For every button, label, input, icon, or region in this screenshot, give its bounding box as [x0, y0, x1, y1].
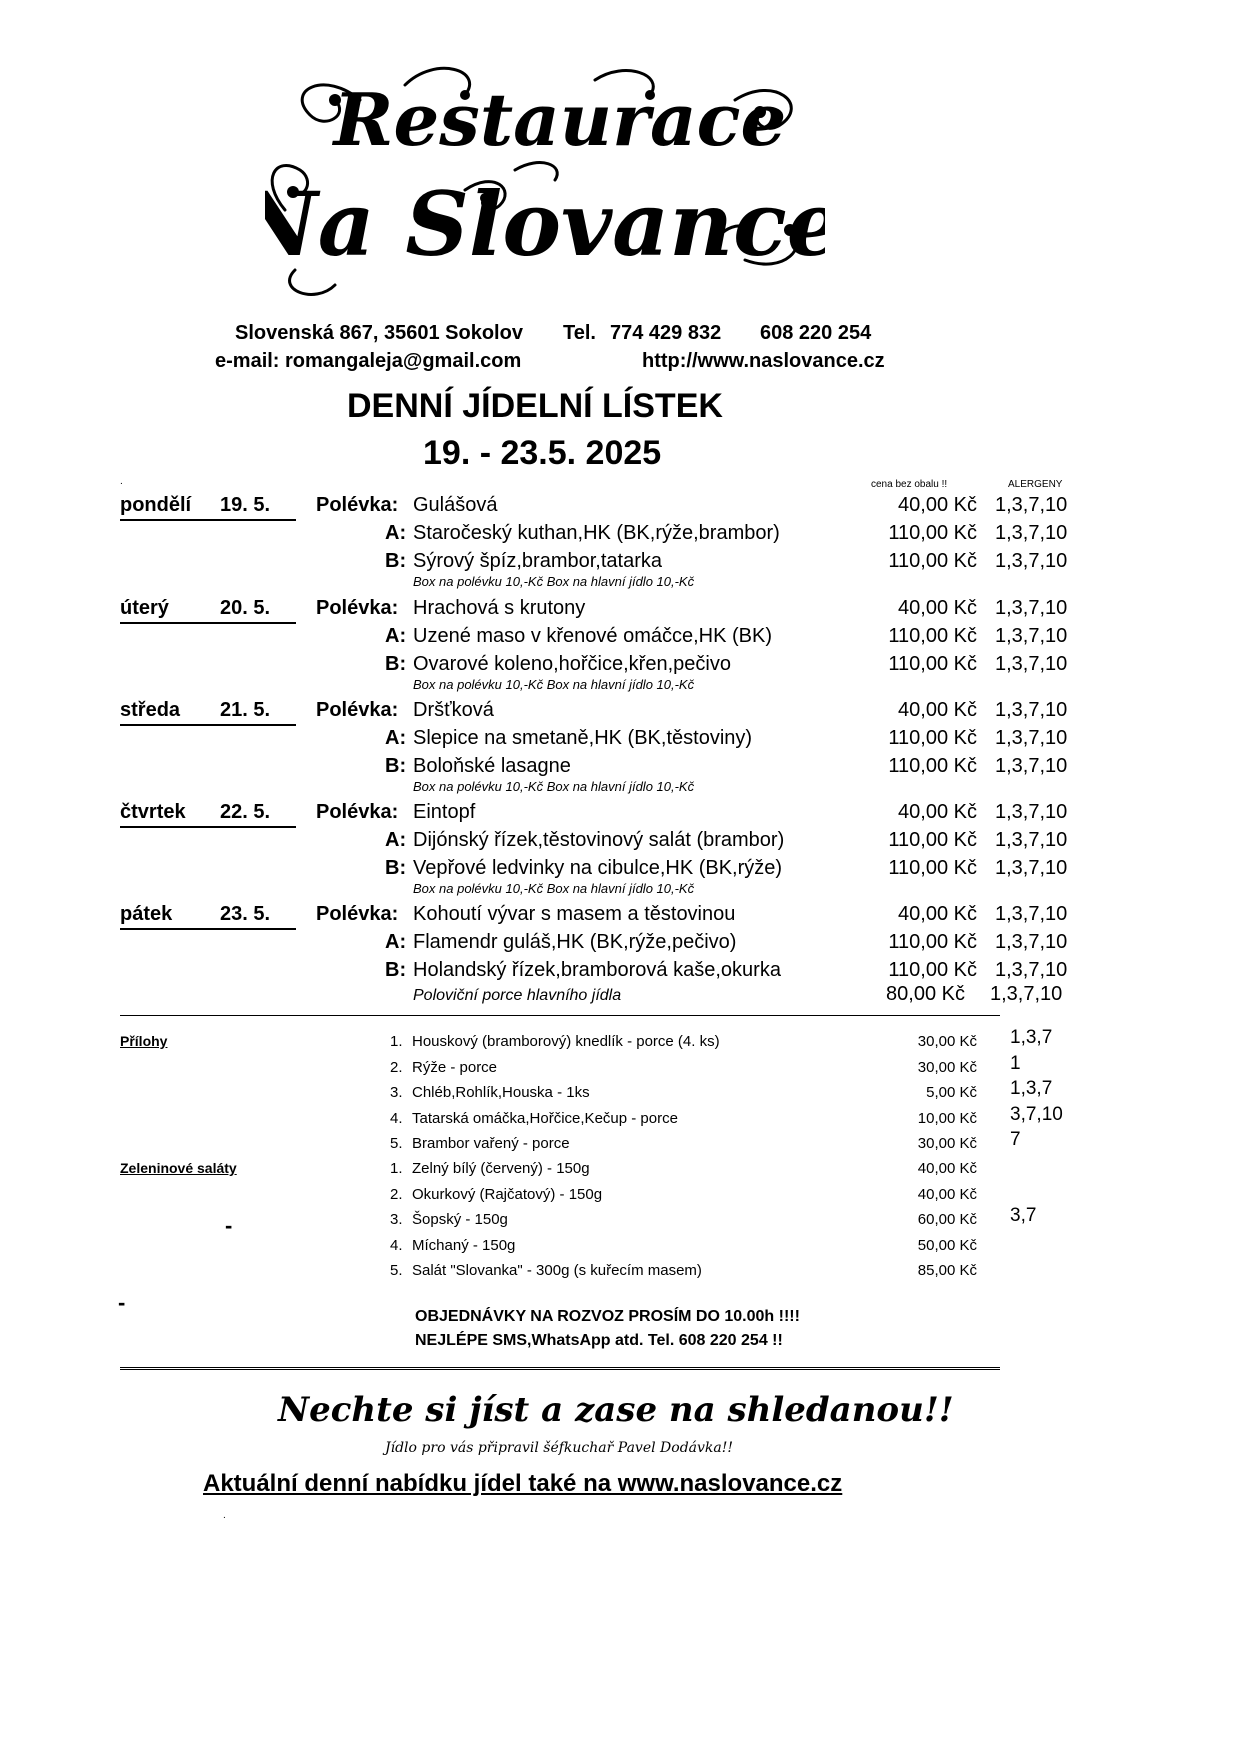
soup-name: Gulášová [413, 494, 498, 516]
box-note: Box na polévku 10,-Kč Box na hlavní jídlo 10,-Kč [413, 574, 695, 589]
day-name: čtvrtek [120, 801, 186, 823]
half-portion-price: 80,00 Kč [886, 983, 965, 1005]
item-allergens: 7 [1010, 1129, 1021, 1150]
meal-b-name: Ovarové koleno,hořčice,křen,pečivo [413, 653, 731, 675]
meal-a-name: Dijónský řízek,těstovinový salát (brambor) [413, 829, 785, 851]
item-name: Houskový (bramborový) knedlík - porce (4. ks) [412, 1033, 720, 1050]
half-portion-name: Poloviční porce hlavního jídla [413, 987, 622, 1004]
double-divider [120, 1367, 1000, 1373]
dash-marker: - [225, 1213, 233, 1238]
b-label: B: [385, 550, 407, 572]
day-underline [120, 724, 296, 726]
day-name: úterý [120, 597, 169, 619]
day-underline [120, 519, 296, 521]
meal-b-name: Sýrový špíz,brambor,tatarka [413, 550, 662, 572]
price: 40,00 Kč [898, 903, 977, 925]
soup-label: Polévka: [316, 699, 399, 721]
page-title: DENNÍ JÍDELNÍ LÍSTEK [347, 387, 723, 425]
meal-b-name: Holandský řízek,bramborová kaše,okurka [413, 959, 781, 981]
allergens-column-header: ALERGENY [1008, 479, 1063, 490]
soup-label: Polévka: [316, 801, 399, 823]
box-note: Box na polévku 10,-Kč Box na hlavní jídlo 10,-Kč [413, 881, 695, 896]
allergens: 1,3,7,10 [995, 931, 1068, 953]
a-label: A: [385, 727, 407, 749]
price: 110,00 Kč [888, 653, 977, 675]
day-underline [120, 622, 296, 624]
soup-name: Dršťková [413, 699, 494, 721]
item-price: 30,00 Kč [917, 1135, 977, 1152]
price: 110,00 Kč [888, 522, 977, 544]
allergens: 1,3,7,10 [995, 829, 1068, 851]
item-price: 30,00 Kč [917, 1058, 977, 1076]
soup-name: Hrachová s krutony [413, 597, 586, 619]
price: 110,00 Kč [888, 931, 977, 953]
allergens: 1,3,7,10 [995, 494, 1068, 516]
price: 40,00 Kč [898, 494, 977, 516]
logo-line1: Restaurace [333, 77, 787, 162]
day-underline [120, 826, 296, 828]
price: 40,00 Kč [898, 699, 977, 721]
meal-a-name: Staročeský kuthan,HK (BK,rýže,brambor) [413, 522, 780, 544]
day-date: 20. 5. [220, 597, 271, 619]
price-column-header: cena bez obalu !! [871, 479, 948, 490]
item-name: Šopský - 150g [412, 1211, 508, 1228]
day-date: 21. 5. [220, 699, 271, 721]
b-label: B: [385, 755, 407, 777]
soup-label: Polévka: [316, 597, 399, 619]
allergens: 1,3,7,10 [995, 727, 1068, 749]
day-underline [120, 928, 296, 930]
allergens: 1,3,7,10 [995, 755, 1068, 777]
item-number: 1. [390, 1160, 403, 1177]
allergens: 1,3,7,10 [995, 550, 1068, 572]
item-name: Salát "Slovanka" - 300g (s kuřecím masem) [412, 1262, 702, 1279]
item-number: 5. [390, 1262, 403, 1279]
item-name: Chléb,Rohlík,Houska - 1ks [412, 1084, 590, 1101]
meal-b-name: Boloňské lasagne [413, 755, 571, 777]
item-number: 5. [390, 1135, 403, 1152]
a-label: A: [385, 829, 407, 851]
website-link[interactable]: http://www.naslovance.cz [642, 350, 885, 372]
divider [120, 1015, 1000, 1016]
item-allergens: 1,3,7 [1010, 1078, 1053, 1099]
price: 110,00 Kč [888, 755, 977, 777]
footer-link[interactable]: Aktuální denní nabídku jídel také na www.naslovance.cz [203, 1470, 843, 1497]
a-label: A: [385, 931, 407, 953]
meal-a-name: Flamendr guláš,HK (BK,rýže,pečivo) [413, 931, 737, 953]
email: e-mail: romangaleja@gmail.com [215, 350, 522, 372]
dot-marker: . [223, 1510, 226, 1521]
price: 110,00 Kč [888, 959, 977, 981]
b-label: B: [385, 653, 407, 675]
logo-line2: Na Slovance [265, 172, 825, 276]
allergens: 1,3,7,10 [995, 903, 1068, 925]
soup-name: Kohoutí vývar s masem a těstovinou [413, 903, 736, 925]
item-price: 5,00 Kč [926, 1084, 977, 1101]
item-name: Rýže - porce [412, 1058, 498, 1076]
item-number: 1. [390, 1033, 403, 1050]
item-price: 30,00 Kč [917, 1033, 977, 1050]
a-label: A: [385, 625, 407, 647]
box-note: Box na polévku 10,-Kč Box na hlavní jídlo 10,-Kč [413, 677, 695, 692]
day-date: 23. 5. [220, 903, 271, 925]
item-number: 4. [390, 1109, 403, 1127]
meal-b-name: Vepřové ledvinky na cibulce,HK (BK,rýže) [413, 857, 783, 879]
item-name: Míchaný - 150g [412, 1236, 516, 1254]
price: 40,00 Kč [898, 801, 977, 823]
tel2: 608 220 254 [760, 322, 872, 344]
b-label: B: [385, 857, 407, 879]
b-label: B: [385, 959, 407, 981]
allergens: 1,3,7,10 [995, 625, 1068, 647]
sides-heading: Přílohy [120, 1033, 168, 1049]
meal-a-name: Uzené maso v křenové omáčce,HK (BK) [413, 625, 773, 647]
soup-name: Eintopf [413, 801, 476, 823]
allergens: 1,3,7,10 [995, 653, 1068, 675]
allergens: 1,3,7,10 [995, 699, 1068, 721]
item-price: 40,00 Kč [917, 1185, 977, 1203]
tel1: 774 429 832 [610, 322, 722, 344]
soup-label: Polévka: [316, 903, 399, 925]
order-contact: NEJLÉPE SMS,WhatsApp atd. Tel. 608 220 254 !! [415, 1332, 783, 1349]
box-note: Box na polévku 10,-Kč Box na hlavní jídlo 10,-Kč [413, 779, 695, 794]
price: 110,00 Kč [888, 727, 977, 749]
address: Slovenská 867, 35601 Sokolov [235, 322, 523, 344]
day-date: 22. 5. [220, 801, 271, 823]
dash-marker: - [118, 1290, 126, 1315]
price: 40,00 Kč [898, 597, 977, 619]
order-notice: OBJEDNÁVKY NA ROZVOZ PROSÍM DO 10.00h !!!! [415, 1308, 800, 1325]
price: 110,00 Kč [888, 625, 977, 647]
item-number: 4. [390, 1236, 403, 1254]
item-allergens: 1 [1010, 1052, 1021, 1074]
allergens: 1,3,7,10 [995, 959, 1068, 981]
allergens: 1,3,7,10 [995, 597, 1068, 619]
item-allergens: 3,7,10 [1010, 1103, 1063, 1125]
item-name: Zelný bílý (červený) - 150g [412, 1160, 590, 1177]
allergens: 1,3,7,10 [995, 857, 1068, 879]
item-price: 85,00 Kč [917, 1262, 977, 1279]
half-portion-allergens: 1,3,7,10 [990, 983, 1063, 1005]
tel-label: Tel. [563, 322, 596, 344]
item-allergens: 1,3,7 [1010, 1027, 1053, 1048]
day-date: 19. 5. [220, 494, 271, 516]
restaurant-logo [265, 60, 825, 300]
soup-label: Polévka: [316, 494, 399, 516]
item-price: 40,00 Kč [917, 1160, 977, 1177]
item-name: Tatarská omáčka,Hořčice,Kečup - porce [412, 1109, 678, 1127]
day-name: středa [120, 699, 181, 721]
price: 110,00 Kč [888, 829, 977, 851]
chef-note: Jídlo pro vás připravil šéfkuchař Pavel Dodávka!! [385, 1440, 733, 1456]
allergens: 1,3,7,10 [995, 801, 1068, 823]
item-number: 2. [390, 1058, 403, 1076]
dot-marker: . [120, 476, 123, 487]
item-name: Okurkový (Rajčatový) - 150g [412, 1185, 603, 1203]
date-range: 19. - 23.5. 2025 [423, 434, 662, 472]
price: 110,00 Kč [888, 550, 977, 572]
price: 110,00 Kč [888, 857, 977, 879]
day-name: pondělí [120, 494, 192, 516]
meal-a-name: Slepice na smetaně,HK (BK,těstoviny) [413, 727, 753, 749]
slogan: Nechte si jíst a zase na shledanou!! [278, 1390, 954, 1430]
item-number: 3. [390, 1084, 403, 1101]
item-name: Brambor vařený - porce [412, 1135, 570, 1152]
allergens: 1,3,7,10 [995, 522, 1068, 544]
item-price: 50,00 Kč [917, 1236, 977, 1254]
item-number: 2. [390, 1185, 403, 1203]
item-price: 10,00 Kč [917, 1109, 977, 1127]
a-label: A: [385, 522, 407, 544]
salads-heading: Zeleninové saláty [120, 1160, 237, 1176]
day-name: pátek [120, 903, 173, 925]
item-number: 3. [390, 1211, 403, 1228]
item-allergens: 3,7 [1010, 1205, 1037, 1226]
item-price: 60,00 Kč [917, 1211, 977, 1228]
